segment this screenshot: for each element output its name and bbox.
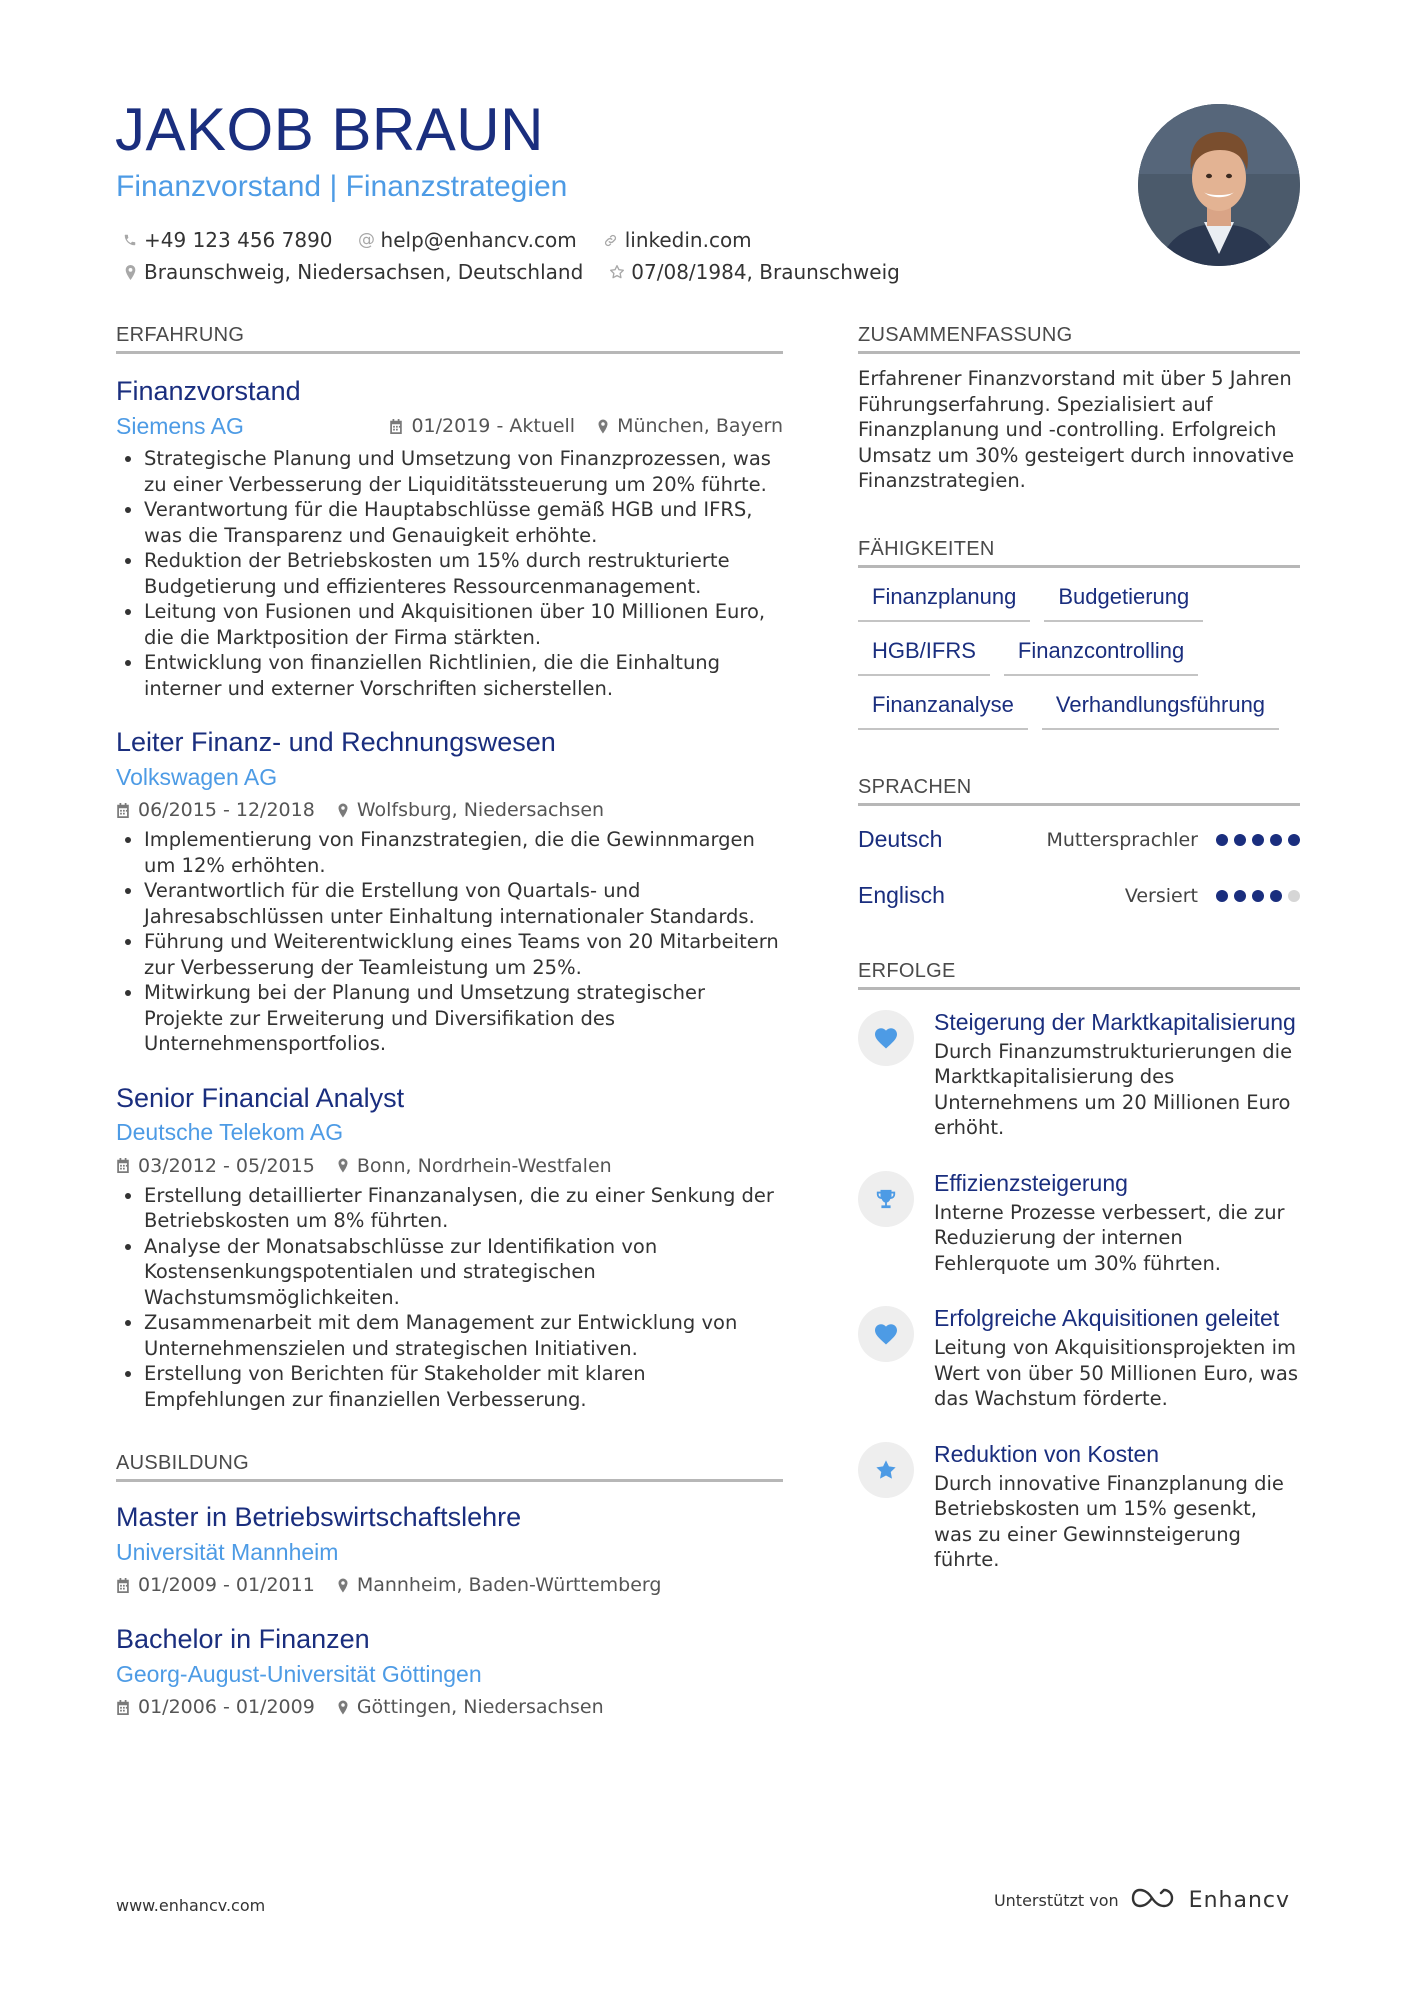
- school-name: Universität Mannheim: [116, 1538, 339, 1565]
- language-row: [858, 868, 1300, 924]
- linkedin-url: linkedin.com: [624, 228, 752, 252]
- trophy-icon: [858, 1171, 914, 1227]
- bullet-item: • Strategische Planung und Umsetzung von Finanzprozessen, was zu einer Verbesserung der Liquiditätssteuerung um 20% führte.: [144, 446, 783, 497]
- footer-branding: [994, 1886, 1290, 1914]
- job-bullets: [116, 1183, 783, 1413]
- footer-website[interactable]: www.enhancv.com: [116, 1896, 266, 1915]
- education-location: [337, 1574, 662, 1596]
- location-text: München, Bayern: [617, 415, 783, 437]
- degree-title: Master in Betriebswirtschaftslehre: [116, 1502, 522, 1532]
- section-title-summary: ZUSAMMENFASSUNG: [858, 324, 1300, 354]
- location-text: Bonn, Nordrhein-Westfalen: [356, 1154, 612, 1177]
- rating-dot-filled: [1216, 834, 1228, 846]
- job-dates: [116, 1155, 315, 1177]
- job-title: Senior Financial Analyst: [116, 1082, 405, 1113]
- map-pin-icon: [597, 419, 609, 434]
- left-column: [116, 324, 783, 1722]
- education-dates: [116, 1696, 315, 1718]
- location-text: Wolfsburg, Niedersachsen: [356, 799, 605, 821]
- location-text: Göttingen, Niedersachsen: [356, 1696, 604, 1718]
- language-rating: [1216, 834, 1300, 846]
- achievement-text: Durch innovative Finanzplanung die Betriebskosten um 15% gesenkt, was zu einer Gewinnsteigerung führte.: [934, 1471, 1284, 1571]
- map-pin-icon: [337, 1578, 349, 1593]
- enhancv-logo-icon: [1131, 1886, 1177, 1914]
- experience-entry: [116, 725, 783, 1057]
- heart-icon: [858, 1010, 914, 1066]
- company-name: Deutsche Telekom AG: [116, 1119, 344, 1145]
- job-location: [597, 415, 783, 437]
- skill-tag: Finanzplanung: [858, 582, 1030, 622]
- education-meta: [116, 1570, 783, 1600]
- map-pin-icon: [337, 1158, 349, 1173]
- location-text: Braunschweig, Niedersachsen, Deutschland: [144, 260, 584, 284]
- job-title: Leiter Finanz- und Rechnungswesen: [116, 727, 556, 757]
- experience-entry: [116, 374, 783, 701]
- section-title-skills: FÄHIGKEITEN: [858, 538, 1300, 568]
- section-title-experience: ERFAHRUNG: [116, 324, 783, 354]
- dates-text: 01/2019 - Aktuell: [411, 415, 576, 437]
- achievement-item: [858, 1304, 1300, 1412]
- job-location: [337, 799, 604, 821]
- dates-text: 01/2006 - 01/2009: [138, 1696, 315, 1718]
- job-location: [337, 1155, 612, 1177]
- language-row: [858, 812, 1300, 868]
- star-icon: [858, 1442, 914, 1498]
- bullet-item: • Entwicklung von finanziellen Richtlinien, die die Einhaltung interner und externer Vorschriften sicherstellen.: [144, 650, 783, 701]
- candidate-title: Finanzvorstand | Finanzstrategien: [116, 170, 568, 203]
- star-outline-icon: [609, 264, 625, 280]
- skill-tag: Budgetierung: [1044, 582, 1203, 622]
- dates-text: 06/2015 - 12/2018: [138, 799, 315, 821]
- contact-info: [122, 224, 900, 288]
- bullet-item: • Leitung von Fusionen und Akquisitionen über 10 Millionen Euro, die die Marktposition der Firma stärkten.: [144, 599, 783, 650]
- powered-by-text: Unterstützt von: [993, 1890, 1119, 1910]
- job-bullets: [116, 827, 783, 1057]
- map-pin-icon: [337, 803, 349, 818]
- location-text: Mannheim, Baden-Württemberg: [356, 1574, 662, 1596]
- rating-dot-filled: [1252, 834, 1264, 846]
- achievement-item: [858, 1440, 1300, 1573]
- summary-text: Erfahrener Finanzvorstand mit über 5 Jahren Führungserfahrung. Spezialisiert auf Finanzplanung und -controlling. Erfolgreich Umsatz um 30% gesteigert durch innovative Finanzstrategien.: [858, 367, 1295, 492]
- heart-icon: [858, 1306, 914, 1362]
- bullet-item: • Mitwirkung bei der Planung und Umsetzung strategischer Projekte zur Erweiterung und Diversifikation des Unternehmensportfolios.: [144, 980, 783, 1057]
- skill-tag: HGB/IFRS: [858, 636, 990, 676]
- bullet-item: • Analyse der Monatsabschlüsse zur Identifikation von Kostensenkungspotentialen und strategischen Wachstumsmöglichkeiten.: [144, 1234, 783, 1311]
- link-icon: [603, 232, 619, 248]
- education-location: [337, 1696, 604, 1718]
- experience-entry: [116, 1081, 783, 1413]
- skill-tag: Finanzcontrolling: [1004, 636, 1198, 676]
- bullet-item: • Verantwortung für die Hauptabschlüsse gemäß HGB und IFRS, was die Transparenz und Genauigkeit erhöhte.: [144, 497, 783, 548]
- language-level: Muttersprachler: [1046, 828, 1198, 851]
- map-pin-icon: [122, 264, 138, 280]
- map-pin-icon: [337, 1700, 349, 1715]
- achievement-title: Effizienzsteigerung: [934, 1169, 1128, 1196]
- calendar-icon: [116, 1158, 130, 1173]
- section-title-languages: SPRACHEN: [858, 776, 1300, 806]
- rating-dot-filled: [1288, 834, 1300, 846]
- skill-tag: Finanzanalyse: [858, 690, 1028, 730]
- achievement-text: Interne Prozesse verbessert, die zur Reduzierung der internen Fehlerquote um 30% führten.: [934, 1200, 1285, 1275]
- achievement-text: Leitung von Akquisitionsprojekten im Wert von über 50 Millionen Euro, was das Wachstum förderte.: [934, 1336, 1298, 1410]
- job-meta: [116, 1151, 783, 1181]
- job-title: Finanzvorstand: [116, 376, 301, 406]
- achievement-item: [858, 1008, 1300, 1141]
- achievement-item: [858, 1169, 1300, 1277]
- bullet-item: • Verantwortlich für die Erstellung von Quartals- und Jahresabschlüssen unter Einhaltung internationaler Standards.: [144, 878, 783, 929]
- bullet-item: • Erstellung detaillierter Finanzanalysen, die zu einer Senkung der Betriebskosten um 8% führten.: [144, 1183, 783, 1234]
- rating-dot-filled: [1234, 834, 1246, 846]
- achievement-title: Reduktion von Kosten: [934, 1440, 1160, 1467]
- rating-dot-filled: [1252, 890, 1264, 902]
- candidate-name: JAKOB BRAUN: [115, 96, 544, 163]
- education-entry: [116, 1622, 783, 1722]
- right-column: [858, 324, 1300, 1573]
- achievement-title: Erfolgreiche Akquisitionen geleitet: [934, 1305, 1280, 1331]
- company-name: Volkswagen AG: [116, 763, 278, 790]
- education-entry: [116, 1500, 783, 1600]
- profile-photo: [1138, 104, 1300, 266]
- job-dates: [116, 799, 315, 821]
- job-dates: [389, 415, 575, 437]
- linkedin-contact[interactable]: [603, 228, 752, 252]
- achievement-title: Steigerung der Marktkapitalisierung: [934, 1008, 1296, 1035]
- birth-info: [609, 260, 900, 284]
- bullet-item: • Führung und Weiterentwicklung eines Teams von 20 Mitarbeitern zur Verbesserung der Teamleistung um 25%.: [144, 929, 783, 980]
- education-dates: [116, 1574, 315, 1596]
- rating-dot-filled: [1216, 890, 1228, 902]
- bullet-item: • Zusammenarbeit mit dem Management zur Entwicklung von Unternehmenszielen und strategischen Initiativen.: [144, 1310, 783, 1361]
- calendar-icon: [116, 803, 130, 818]
- rating-dot-filled: [1234, 890, 1246, 902]
- rating-dot-filled: [1270, 834, 1282, 846]
- location-contact: [122, 260, 583, 284]
- bullet-item: • Erstellung von Berichten für Stakeholder mit klaren Empfehlungen zur finanziellen Verbesserung.: [144, 1361, 783, 1412]
- section-title-education: AUSBILDUNG: [116, 1452, 783, 1482]
- rating-dot-filled: [1270, 890, 1282, 902]
- bullet-item: • Implementierung von Finanzstrategien, die die Gewinnmargen um 12% erhöhten.: [144, 827, 783, 878]
- bullet-item: • Reduktion der Betriebskosten um 15% durch restrukturierte Budgetierung und effizienteres Ressourcenmanagement.: [144, 548, 783, 599]
- language-name: Deutsch: [858, 826, 943, 852]
- calendar-icon: [116, 1578, 130, 1593]
- calendar-icon: [116, 1700, 130, 1715]
- language-level: Versiert: [1124, 884, 1198, 907]
- calendar-icon: [389, 419, 403, 434]
- section-title-achievements: ERFOLGE: [858, 960, 1300, 990]
- phone-icon: [122, 232, 138, 248]
- dates-text: 03/2012 - 05/2015: [138, 1154, 315, 1177]
- degree-title: Bachelor in Finanzen: [116, 1624, 370, 1654]
- language-rating: [1216, 890, 1300, 902]
- school-name: Georg-August-Universität Göttingen: [116, 1660, 482, 1687]
- dates-text: 01/2009 - 01/2011: [138, 1574, 315, 1596]
- skill-tag: Verhandlungsführung: [1042, 690, 1279, 730]
- language-name: Englisch: [858, 882, 945, 908]
- email-address: help@enhancv.com: [380, 228, 577, 252]
- company-name: Siemens AG: [116, 412, 244, 439]
- job-meta: [116, 795, 783, 825]
- birth-text: 07/08/1984, Braunschweig: [631, 260, 900, 284]
- brand-name: Enhancv: [1188, 1887, 1290, 1913]
- phone-number: +49 123 456 7890: [144, 228, 333, 252]
- at-sign-icon: @: [358, 230, 376, 250]
- skills-list: [858, 582, 1300, 730]
- achievement-text: Durch Finanzumstrukturierungen die Marktkapitalisierung des Unternehmens um 20 Millionen Euro erhöht.: [934, 1039, 1293, 1139]
- rating-dot-empty: [1288, 890, 1300, 902]
- phone-contact[interactable]: [122, 228, 333, 252]
- education-meta: [116, 1692, 783, 1722]
- email-contact[interactable]: [359, 228, 577, 252]
- job-bullets: [116, 446, 783, 701]
